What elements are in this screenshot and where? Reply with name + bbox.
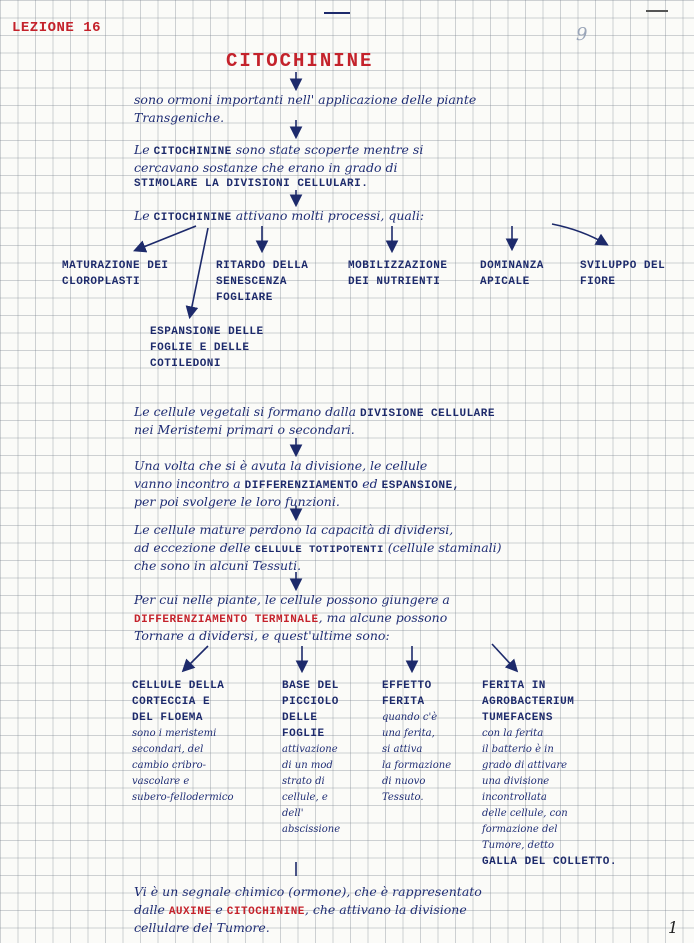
column-heading-line: FOGLIE: [282, 728, 325, 740]
activation-line: [134, 208, 424, 224]
para4-line-3: Tornare a dividersi, e quest'ultime sono:: [134, 628, 390, 643]
column-body-line: delle cellule, con: [482, 808, 568, 819]
column-heading-line: DELLE: [282, 712, 318, 724]
column-body-line: attivazione: [282, 744, 338, 755]
column-body-line: una ferita,: [382, 728, 435, 739]
para2-mid: ed: [358, 476, 382, 491]
process-line: SVILUPPO DEL: [580, 260, 666, 272]
arrow-to-expansion: [190, 228, 208, 316]
column-body-line: dell': [282, 808, 304, 819]
closing-term-1: AUXINE: [168, 906, 212, 918]
para1-line-2: nei Meristemi primari o secondari.: [134, 422, 355, 437]
para2-pre: vanno incontro a: [134, 476, 245, 491]
corner-dash: [646, 10, 668, 12]
column-body-line: con la ferita: [482, 728, 544, 739]
column-body-line: strato di: [282, 776, 325, 787]
intro-line-1: sono ormoni importanti nell' applicazione delle piante: [134, 92, 477, 107]
para2-line-1: Una volta che si è avuta la divisione, le cellule: [134, 458, 428, 473]
intro-line-2: Transgeniche.: [134, 110, 225, 125]
column-body-line: Tessuto.: [382, 792, 424, 803]
para3-post: (cellule staminali): [383, 540, 502, 555]
column-body-line: subero-fellodermico: [132, 792, 234, 803]
column-heading-line: CORTECCIA E: [132, 696, 211, 708]
column-body-line: secondari, del: [132, 744, 204, 755]
para3-term: CELLULE TOTIPOTENTI: [254, 544, 384, 556]
column-body-line: cambio cribro-: [132, 760, 207, 771]
column-body-line: formazione del: [482, 824, 558, 835]
column-body-line: il batterio è in: [482, 744, 554, 755]
process-line: CLOROPLASTI: [62, 276, 141, 288]
column-agrobacterium: [482, 678, 662, 870]
para3-line-2: [134, 540, 502, 556]
para2-term-2: ESPANSIONE,: [381, 480, 460, 492]
process-line: DEI NUTRIENTI: [348, 276, 441, 288]
page-mark: 9: [576, 24, 588, 45]
para4-line-1: Per cui nelle piante, le cellule possono giungere a: [134, 592, 450, 607]
discovery-line-3: STIMOLARE LA DIVISIONI CELLULARI.: [134, 178, 369, 190]
column-heading-line: CELLULE DELLA: [132, 680, 225, 692]
discovery-pre: Le: [134, 142, 154, 157]
process-line: MATURAZIONE DEI: [62, 260, 169, 272]
para3-line-3: che sono in alcuni Tessuti.: [134, 558, 302, 573]
column-body-line: cellule, e: [282, 792, 328, 803]
column-heading-line: FERITA IN: [482, 680, 546, 692]
column-body-line: quando c'è: [382, 712, 438, 723]
column-body-line: abscissione: [282, 824, 341, 835]
discovery-line-2: cercavano sostanze che erano in grado di: [134, 160, 398, 175]
page-title: CITOCHININE: [226, 50, 374, 72]
para2-line-3: per poi svolgere le loro funzioni.: [134, 494, 340, 509]
process-nutrients: [348, 258, 447, 290]
process-line: FOGLIE E DELLE: [150, 342, 250, 354]
activation-term: CITOCHININE: [153, 212, 232, 224]
process-line: APICALE: [480, 276, 530, 288]
para1-pre: Le cellule vegetali si formano dalla: [134, 404, 361, 419]
column-body-line: Tumore, detto: [482, 840, 555, 851]
arrow-to-chloroplasts: [136, 226, 196, 250]
column-heading-line: TUMEFACENS: [482, 712, 554, 724]
arrow-to-agrobacterium: [492, 644, 516, 670]
closing-mid: e: [211, 902, 227, 917]
closing-term-2: CITOCHININE: [226, 906, 305, 918]
discovery-line-1: [134, 142, 423, 158]
activation-pre: Le: [134, 208, 154, 223]
header-dash: [324, 12, 350, 14]
page-number: 1: [668, 918, 679, 937]
lesson-label: LEZIONE 16: [12, 20, 102, 36]
process-expansion: [150, 324, 264, 372]
column-body-line: la formazione: [382, 760, 452, 771]
column-body-line: incontrollata: [482, 792, 547, 803]
closing-post: , che attivano la divisione: [304, 902, 467, 917]
column-tail: GALLA DEL COLLETTO.: [482, 856, 617, 868]
process-apical: [480, 258, 544, 290]
arrow-to-cortex: [184, 646, 208, 670]
para3-pre: ad eccezione delle: [134, 540, 255, 555]
column-wound: [382, 678, 472, 806]
column-heading-line: DEL FLOEMA: [132, 712, 204, 724]
para4-term: DIFFERENZIAMENTO TERMINALE: [134, 614, 319, 626]
process-line: SENESCENZA: [216, 276, 288, 288]
para1-line-1: [134, 404, 495, 420]
process-flower: [580, 258, 665, 290]
column-body-line: di un mod: [282, 760, 333, 771]
process-senescence: [216, 258, 308, 306]
column-body-line: vascolare e: [132, 776, 190, 787]
discovery-term: CITOCHININE: [153, 146, 232, 158]
para2-line-2: [134, 476, 460, 492]
process-line: FOGLIARE: [216, 292, 273, 304]
para4-post: , ma alcune possono: [318, 610, 448, 625]
process-line: COTILEDONI: [150, 358, 222, 370]
process-line: FIORE: [580, 276, 616, 288]
para1-term: DIVISIONE CELLULARE: [360, 408, 495, 420]
column-body-line: si attiva: [382, 744, 423, 755]
column-petiole: [282, 678, 372, 838]
closing-line-3: cellulare del Tumore.: [134, 920, 270, 935]
para2-term-1: DIFFERENZIAMENTO: [244, 480, 359, 492]
column-heading-line: PICCIOLO: [282, 696, 339, 708]
column-heading-line: FERITA: [382, 696, 425, 708]
column-body-line: di nuovo: [382, 776, 426, 787]
para4-line-2: [134, 610, 447, 626]
closing-pre: dalle: [134, 902, 169, 917]
column-heading-line: EFFETTO: [382, 680, 432, 692]
column-heading-line: BASE DEL: [282, 680, 339, 692]
process-line: ESPANSIONE DELLE: [150, 326, 264, 338]
arrow-to-flower: [552, 224, 606, 244]
closing-line-1: Vi è un segnale chimico (ormone), che è rappresentato: [134, 884, 482, 899]
column-cortex: [132, 678, 272, 806]
column-body-line: una divisione: [482, 776, 550, 787]
column-body-line: grado di attivare: [482, 760, 568, 771]
process-chloroplasts: [62, 258, 169, 290]
process-line: RITARDO DELLA: [216, 260, 309, 272]
para3-line-1: Le cellule mature perdono la capacità di dividersi,: [134, 522, 454, 537]
process-line: MOBILIZZAZIONE: [348, 260, 448, 272]
column-body-line: sono i meristemi: [132, 728, 217, 739]
closing-line-2: [134, 902, 467, 918]
activation-post: attivano molti processi, quali:: [231, 208, 425, 223]
process-line: DOMINANZA: [480, 260, 544, 272]
column-heading-line: AGROBACTERIUM: [482, 696, 575, 708]
discovery-post: sono state scoperte mentre si: [231, 142, 424, 157]
